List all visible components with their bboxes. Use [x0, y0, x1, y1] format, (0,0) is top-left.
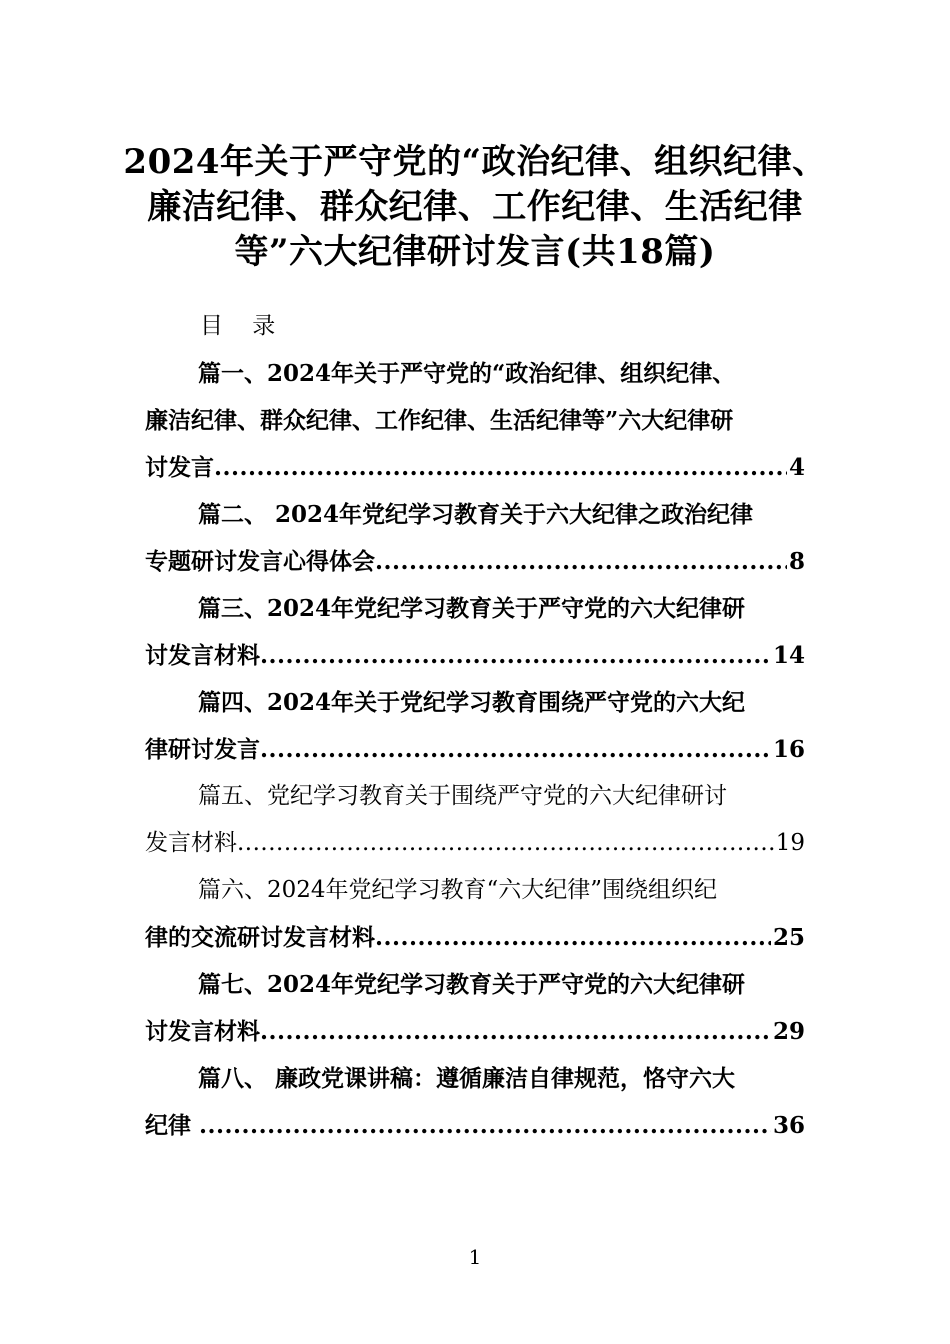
page-number: 1: [468, 1245, 482, 1269]
title-line: 2024年关于严守党的“政治纪律、组织纪律、: [123, 142, 827, 182]
toc-page-number: 29: [772, 1018, 805, 1045]
toc-entry-6[interactable]: [145, 867, 805, 961]
toc-entry-last-line: [145, 444, 805, 491]
toc-entry-5[interactable]: [145, 773, 805, 867]
toc-entry-title: 篇八、 廉政党课讲稿：遵循廉洁自律规范，恪守六大: [198, 1065, 736, 1092]
dot-leader: [260, 632, 771, 679]
toc-page-number: 19: [775, 830, 805, 856]
toc-entry-title-end: 纪律: [145, 1112, 200, 1139]
title-line: 廉洁纪律、群众纪律、工作纪律、生活纪律: [147, 187, 803, 227]
toc-entry-last-line: [145, 538, 805, 585]
toc-entry-title: 篇二、 2024年党纪学习教育关于六大纪律之政治纪律: [198, 501, 754, 528]
toc-entry-title: 篇四、2024年关于党纪学习教育围绕严守党的六大纪: [198, 689, 746, 716]
toc-entry-title-end: 专题研讨发言心得体会: [145, 548, 375, 575]
toc-entry-4[interactable]: [145, 679, 805, 773]
toc-entry-title: 篇一、2024年关于严守党的“政治纪律、组织纪律、: [198, 360, 736, 387]
dot-leader: [199, 1102, 771, 1149]
dot-leader: [260, 726, 771, 773]
toc-entry-last-line: [145, 1008, 805, 1055]
dot-leader: [375, 914, 771, 961]
toc-entry-title-end: 讨发言: [145, 454, 214, 481]
toc-entry-title-end: 发言材料: [145, 830, 237, 856]
toc-entry-title-end: 律研讨发言: [145, 736, 260, 763]
toc-page-number: 36: [772, 1112, 805, 1139]
toc-entry-title-end: 律的交流研讨发言材料: [145, 924, 375, 951]
toc-entry-1[interactable]: [145, 350, 805, 491]
toc-entry-title-continued: 廉洁纪律、群众纪律、工作纪律、生活纪律等”六大纪律研: [145, 407, 734, 434]
toc-entry-last-line: [145, 1102, 805, 1149]
toc-page-number: 14: [772, 642, 805, 669]
toc-page-number: 25: [772, 924, 805, 951]
dot-leader: [237, 820, 774, 867]
toc-entry-last-line: [145, 726, 805, 773]
document-title: [120, 140, 830, 275]
toc-entry-2[interactable]: [145, 491, 805, 585]
toc-entry-title-end: 讨发言材料: [145, 1018, 260, 1045]
toc-page-number: 8: [788, 548, 805, 575]
toc-entry-title: 篇七、2024年党纪学习教育关于严守党的六大纪律研: [198, 971, 746, 998]
toc-entry-title: 篇五、党纪学习教育关于围绕严守党的六大纪律研讨: [198, 783, 727, 809]
toc-page-number: 4: [788, 454, 805, 481]
toc-entry-title: 篇三、2024年党纪学习教育关于严守党的六大纪律研: [198, 595, 746, 622]
title-line: 等”六大纪律研讨发言(共18篇): [234, 232, 716, 272]
dot-leader: [375, 538, 787, 585]
toc-entry-7[interactable]: [145, 961, 805, 1055]
toc-entry-8[interactable]: [145, 1055, 805, 1149]
toc-entry-last-line: [145, 914, 805, 961]
table-of-contents: [145, 350, 805, 1149]
toc-heading: 目 录: [200, 313, 276, 339]
toc-entry-title-end: 讨发言材料: [145, 642, 260, 669]
toc-entry-title: 篇六、2024年党纪学习教育“六大纪律”围绕组织纪: [198, 877, 718, 903]
dot-leader: [214, 444, 787, 491]
dot-leader: [260, 1008, 771, 1055]
toc-page-number: 16: [772, 736, 805, 763]
toc-entry-last-line: [145, 632, 805, 679]
toc-entry-3[interactable]: [145, 585, 805, 679]
toc-entry-last-line: [145, 820, 805, 867]
